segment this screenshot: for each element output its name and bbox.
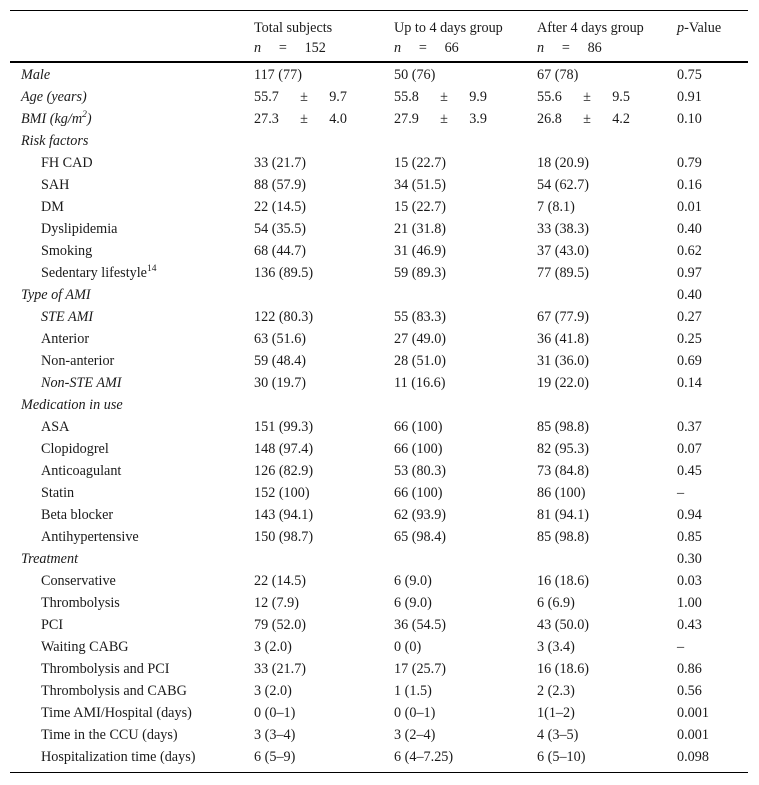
cell-p-value: 0.098 <box>677 749 709 765</box>
row-label: SAH <box>41 177 70 193</box>
table-body <box>10 64 748 768</box>
cell-up-to-4-days: 27 (49.0) <box>394 331 447 347</box>
table-row <box>10 416 748 438</box>
cell-total: 79 (52.0) <box>254 617 307 633</box>
cell-total: 6 (5–9) <box>254 749 296 765</box>
table-row <box>10 746 748 768</box>
cell-up-to-4-days: 6 (9.0) <box>394 573 432 589</box>
cell-total: 152 (100) <box>254 485 310 501</box>
header-p-value: p-Value <box>677 20 722 36</box>
cell-p-value: 0.56 <box>677 683 702 699</box>
cell-up-to-4-days: 1 (1.5) <box>394 683 432 699</box>
cell-after-4-days: 7 (8.1) <box>537 199 575 215</box>
cell-after-4-days: 67 (77.9) <box>537 309 590 325</box>
table-row <box>10 372 748 394</box>
table-row <box>10 306 748 328</box>
table-row <box>10 350 748 372</box>
cell-up-to-4-days: 6 (4–7.25) <box>394 749 454 765</box>
row-label: Smoking <box>41 243 93 259</box>
table-row <box>10 174 748 196</box>
cell-total: 33 (21.7) <box>254 155 307 171</box>
cell-after-4-days: 85 (98.8) <box>537 529 590 545</box>
cell-up-to-4-days: 27.9 ± 3.9 <box>394 111 487 127</box>
row-label: Anticoagulant <box>41 463 122 479</box>
row-label: Sedentary lifestyle$^{14}$ <box>41 264 157 281</box>
cell-total: 54 (35.5) <box>254 221 307 237</box>
header-after-4-days: After 4 days group n = 86 <box>537 20 644 56</box>
row-label: Type of AMI <box>21 287 91 303</box>
cell-up-to-4-days: 62 (93.9) <box>394 507 447 523</box>
cell-total: 63 (51.6) <box>254 331 307 347</box>
cell-up-to-4-days: 66 (100) <box>394 485 443 501</box>
row-label: Time in the CCU (days) <box>41 727 178 743</box>
cell-p-value: 0.69 <box>677 353 702 369</box>
table-row <box>10 724 748 746</box>
cell-after-4-days: 85 (98.8) <box>537 419 590 435</box>
cell-after-4-days: 16 (18.6) <box>537 573 590 589</box>
cell-after-4-days: 1(1–2) <box>537 705 575 721</box>
table-row <box>10 196 748 218</box>
cell-p-value: 0.86 <box>677 661 702 677</box>
cell-up-to-4-days: 65 (98.4) <box>394 529 447 545</box>
cell-total: 3 (2.0) <box>254 639 292 655</box>
cell-after-4-days: 3 (3.4) <box>537 639 575 655</box>
cell-after-4-days: 81 (94.1) <box>537 507 590 523</box>
row-label: Waiting CABG <box>41 639 129 655</box>
cell-total: 55.7 ± 9.7 <box>254 89 347 105</box>
cell-total: 27.3 ± 4.0 <box>254 111 347 127</box>
row-label: Thrombolysis and PCI <box>41 661 170 677</box>
row-label: Time AMI/Hospital (days) <box>41 705 192 721</box>
cell-after-4-days: 4 (3–5) <box>537 727 579 743</box>
row-label: Medication in use <box>21 397 123 413</box>
cell-after-4-days: 37 (43.0) <box>537 243 590 259</box>
row-label: FH CAD <box>41 155 93 171</box>
row-label: DM <box>41 199 64 215</box>
row-label: Conservative <box>41 573 116 589</box>
cell-after-4-days: 6 (6.9) <box>537 595 575 611</box>
cell-up-to-4-days: 3 (2–4) <box>394 727 436 743</box>
cell-p-value: 0.001 <box>677 727 709 743</box>
row-label: Clopidogrel <box>41 441 109 457</box>
row-label: Thrombolysis <box>41 595 120 611</box>
cell-up-to-4-days: 53 (80.3) <box>394 463 447 479</box>
cell-p-value: 0.10 <box>677 111 702 127</box>
cell-p-value: 0.79 <box>677 155 702 171</box>
row-label: Anterior <box>41 331 90 347</box>
cell-after-4-days: 16 (18.6) <box>537 661 590 677</box>
cell-up-to-4-days: 0 (0–1) <box>394 705 436 721</box>
table-row <box>10 504 748 526</box>
cell-after-4-days: 19 (22.0) <box>537 375 590 391</box>
table-row <box>10 636 748 658</box>
cell-after-4-days: 67 (78) <box>537 67 579 83</box>
cell-p-value: 0.62 <box>677 243 702 259</box>
row-label: PCI <box>41 617 64 633</box>
cell-after-4-days: 36 (41.8) <box>537 331 590 347</box>
table-header-rule <box>10 61 748 63</box>
row-label: Beta blocker <box>41 507 114 523</box>
cell-total: 22 (14.5) <box>254 199 307 215</box>
cell-after-4-days: 43 (50.0) <box>537 617 590 633</box>
cell-p-value: – <box>677 639 685 655</box>
table-row <box>10 482 748 504</box>
cell-total: 30 (19.7) <box>254 375 307 391</box>
cell-up-to-4-days: 15 (22.7) <box>394 155 447 171</box>
table-header <box>10 10 748 62</box>
cell-after-4-days: 54 (62.7) <box>537 177 590 193</box>
cell-up-to-4-days: 11 (16.6) <box>394 375 446 391</box>
row-label: STE AMI <box>41 309 94 325</box>
cell-p-value: 0.03 <box>677 573 702 589</box>
table-row <box>10 86 748 108</box>
header-up-to-4-days: Up to 4 days group n = 66 <box>394 20 503 56</box>
table-row <box>10 658 748 680</box>
cell-p-value: 0.40 <box>677 287 702 303</box>
row-label: Thrombolysis and CABG <box>41 683 187 699</box>
cell-total: 0 (0–1) <box>254 705 296 721</box>
cell-p-value: – <box>677 485 685 501</box>
cell-p-value: 0.94 <box>677 507 702 523</box>
cell-total: 148 (97.4) <box>254 441 314 457</box>
cell-up-to-4-days: 0 (0) <box>394 639 422 655</box>
row-label: Statin <box>41 485 75 501</box>
row-label: Non-STE AMI <box>41 375 122 391</box>
table-row <box>10 218 748 240</box>
cell-p-value: 0.43 <box>677 617 702 633</box>
cell-total: 59 (48.4) <box>254 353 307 369</box>
cell-total: 3 (2.0) <box>254 683 292 699</box>
cell-total: 22 (14.5) <box>254 573 307 589</box>
table-row <box>10 614 748 636</box>
table-row <box>10 152 748 174</box>
cell-p-value: 0.40 <box>677 221 702 237</box>
cell-after-4-days: 55.6 ± 9.5 <box>537 89 630 105</box>
cell-up-to-4-days: 59 (89.3) <box>394 265 447 281</box>
cell-total: 151 (99.3) <box>254 419 314 435</box>
row-label: Dyslipidemia <box>41 221 118 237</box>
cell-total: 150 (98.7) <box>254 529 314 545</box>
cell-p-value: 0.001 <box>677 705 709 721</box>
table-row <box>10 108 748 130</box>
table-row <box>10 592 748 614</box>
cell-after-4-days: 86 (100) <box>537 485 586 501</box>
cell-total: 126 (82.9) <box>254 463 314 479</box>
row-label: Age (years) <box>21 89 87 105</box>
cell-up-to-4-days: 50 (76) <box>394 67 436 83</box>
cell-total: 68 (44.7) <box>254 243 307 259</box>
cell-after-4-days: 31 (36.0) <box>537 353 590 369</box>
cell-after-4-days: 26.8 ± 4.2 <box>537 111 630 127</box>
cell-up-to-4-days: 55.8 ± 9.9 <box>394 89 487 105</box>
row-label: Risk factors <box>21 133 89 149</box>
table-row <box>10 438 748 460</box>
cell-total: 88 (57.9) <box>254 177 307 193</box>
table-row <box>10 460 748 482</box>
table-row <box>10 570 748 592</box>
row-label: Treatment <box>21 551 79 567</box>
cell-p-value: 1.00 <box>677 595 702 611</box>
cell-total: 3 (3–4) <box>254 727 296 743</box>
cell-up-to-4-days: 34 (51.5) <box>394 177 447 193</box>
row-label: Hospitalization time (days) <box>41 749 196 765</box>
table-row <box>10 702 748 724</box>
table-row <box>10 130 748 152</box>
cell-p-value: 0.01 <box>677 199 702 215</box>
cell-up-to-4-days: 28 (51.0) <box>394 353 447 369</box>
cell-total: 33 (21.7) <box>254 661 307 677</box>
cell-total: 117 (77) <box>254 67 302 83</box>
table-row <box>10 262 748 284</box>
cell-p-value: 0.30 <box>677 551 702 567</box>
cell-after-4-days: 6 (5–10) <box>537 749 586 765</box>
header-total-subjects: Total subjects n = 152 <box>254 20 333 56</box>
cell-p-value: 0.14 <box>677 375 702 391</box>
cell-p-value: 0.07 <box>677 441 702 457</box>
cell-total: 12 (7.9) <box>254 595 299 611</box>
row-label: Antihypertensive <box>41 529 139 545</box>
table-row <box>10 526 748 548</box>
cell-up-to-4-days: 6 (9.0) <box>394 595 432 611</box>
table-bottom-rule <box>10 772 748 773</box>
row-label: ASA <box>41 419 70 435</box>
cell-after-4-days: 82 (95.3) <box>537 441 590 457</box>
table-row <box>10 284 748 306</box>
cell-p-value: 0.25 <box>677 331 702 347</box>
cell-p-value: 0.75 <box>677 67 702 83</box>
cell-up-to-4-days: 36 (54.5) <box>394 617 447 633</box>
cell-up-to-4-days: 21 (31.8) <box>394 221 447 237</box>
cell-p-value: 0.97 <box>677 265 702 281</box>
cell-total: 136 (89.5) <box>254 265 314 281</box>
cell-after-4-days: 18 (20.9) <box>537 155 590 171</box>
cell-total: 122 (80.3) <box>254 309 314 325</box>
cell-p-value: 0.91 <box>677 89 702 105</box>
cell-up-to-4-days: 31 (46.9) <box>394 243 447 259</box>
row-label: BMI $(kg/m^2)$ <box>21 110 92 127</box>
cell-up-to-4-days: 17 (25.7) <box>394 661 447 677</box>
cell-up-to-4-days: 66 (100) <box>394 419 443 435</box>
row-label: Male <box>21 67 51 83</box>
cell-p-value: 0.16 <box>677 177 702 193</box>
table-row <box>10 64 748 86</box>
cell-up-to-4-days: 55 (83.3) <box>394 309 447 325</box>
cell-after-4-days: 73 (84.8) <box>537 463 590 479</box>
cell-up-to-4-days: 15 (22.7) <box>394 199 447 215</box>
cell-p-value: 0.85 <box>677 529 702 545</box>
cell-p-value: 0.45 <box>677 463 702 479</box>
cell-after-4-days: 33 (38.3) <box>537 221 590 237</box>
table-row <box>10 394 748 416</box>
table-row <box>10 548 748 570</box>
table-row <box>10 680 748 702</box>
row-label: Non-anterior <box>41 353 115 369</box>
cell-p-value: 0.27 <box>677 309 702 325</box>
cell-after-4-days: 2 (2.3) <box>537 683 575 699</box>
cell-total: 143 (94.1) <box>254 507 314 523</box>
cell-up-to-4-days: 66 (100) <box>394 441 443 457</box>
cell-after-4-days: 77 (89.5) <box>537 265 590 281</box>
cell-p-value: 0.37 <box>677 419 702 435</box>
table-row <box>10 240 748 262</box>
table-row <box>10 328 748 350</box>
